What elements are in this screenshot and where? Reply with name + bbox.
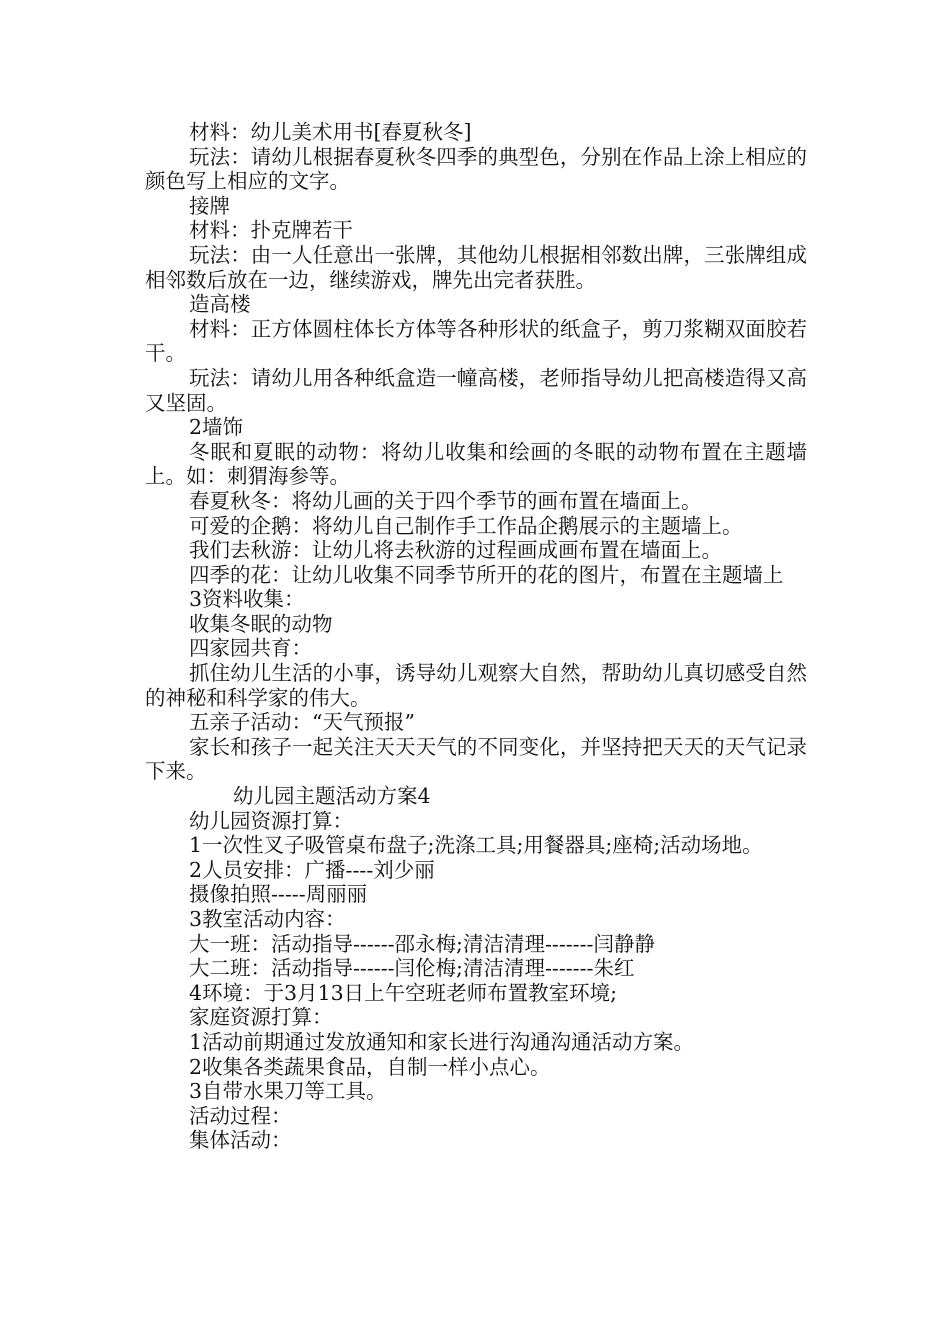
- paragraph: 春夏秋冬：将幼儿画的关于四个季节的画布置在墙面上。: [189, 488, 702, 513]
- paragraph: 造高楼: [189, 292, 251, 317]
- paragraph: 1一次性叉子吸管桌布盘子;洗涤工具;用餐器具;座椅;活动场地。: [189, 833, 763, 858]
- paragraph: 五亲子活动：“天气预报”: [189, 710, 415, 735]
- paragraph: 材料：扑克牌若干: [189, 218, 353, 243]
- paragraph: 3自带水果刀等工具。: [189, 1079, 387, 1104]
- paragraph: 可爱的企鹅：将幼儿自己制作手工作品企鹅展示的主题墙上。: [189, 513, 743, 538]
- paragraph: 抓住幼儿生活的小事，诱导幼儿观察大自然，帮助幼儿真切感受自然的神秘和科学家的伟大。: [145, 661, 807, 710]
- paragraph: 四季的花：让幼儿收集不同季节所开的花的图片，布置在主题墙上: [189, 562, 784, 587]
- paragraph: 2人员安排：广播----刘少丽: [189, 857, 435, 882]
- paragraph: 幼儿园资源打算：: [189, 808, 353, 833]
- paragraph: 玩法：由一人任意出一张牌，其他幼儿根据相邻数出牌，三张牌组成相邻数后放在一边，继续游戏，牌先出完者获胜。: [145, 242, 807, 292]
- paragraph: 材料：幼儿美术用书[春夏秋冬]: [189, 120, 472, 144]
- paragraph: 收集冬眠的动物: [189, 611, 333, 636]
- paragraph: 4环境：于3月13日上午空班老师布置教室环境;: [189, 980, 618, 1005]
- section-heading: 幼儿园主题活动方案4: [233, 784, 431, 809]
- paragraph: 我们去秋游：让幼儿将去秋游的过程画成画布置在墙面上。: [189, 538, 722, 563]
- paragraph: 家长和孩子一起关注天天天气的不同变化，并坚持把天天的天气记录下来。: [145, 734, 807, 784]
- paragraph: 摄像拍照-----周丽丽: [189, 882, 368, 907]
- paragraph: 玩法：请幼儿根据春夏秋冬四季的典型色，分别在作品上涂上相应的颜色写上相应的文字。: [145, 144, 807, 194]
- paragraph: 集体活动：: [189, 1128, 292, 1153]
- paragraph: 材料：正方体圆柱体长方体等各种形状的纸盒子，剪刀浆糊双面胶若干。: [145, 316, 807, 366]
- paragraph: 活动过程：: [189, 1103, 292, 1128]
- paragraph: 大二班：活动指导------闫伦梅;清洁清理-------朱红: [189, 956, 635, 981]
- paragraph: 3教室活动内容：: [189, 907, 346, 931]
- paragraph: 2墙饰: [189, 415, 244, 440]
- document-body: [145, 120, 807, 1153]
- paragraph: 大一班：活动指导------邵永梅;清洁清理-------闫静静: [189, 931, 655, 956]
- paragraph: 家庭资源打算：: [189, 1005, 333, 1030]
- paragraph: 接牌: [189, 193, 230, 218]
- paragraph: 玩法：请幼儿用各种纸盒造一幢高楼，老师指导幼儿把高楼造得又高又坚固。: [145, 365, 807, 415]
- paragraph: 四家园共育：: [189, 636, 312, 661]
- paragraph: 1活动前期通过发放通知和家长进行沟通沟通活动方案。: [189, 1029, 695, 1054]
- paragraph: 冬眠和夏眠的动物：将幼儿收集和绘画的冬眠的动物布置在主题墙上。如：刺猬海参等。: [145, 439, 807, 489]
- paragraph: 3资料收集：: [189, 587, 305, 612]
- paragraph: 2收集各类蔬果食品，自制一样小点心。: [189, 1054, 551, 1079]
